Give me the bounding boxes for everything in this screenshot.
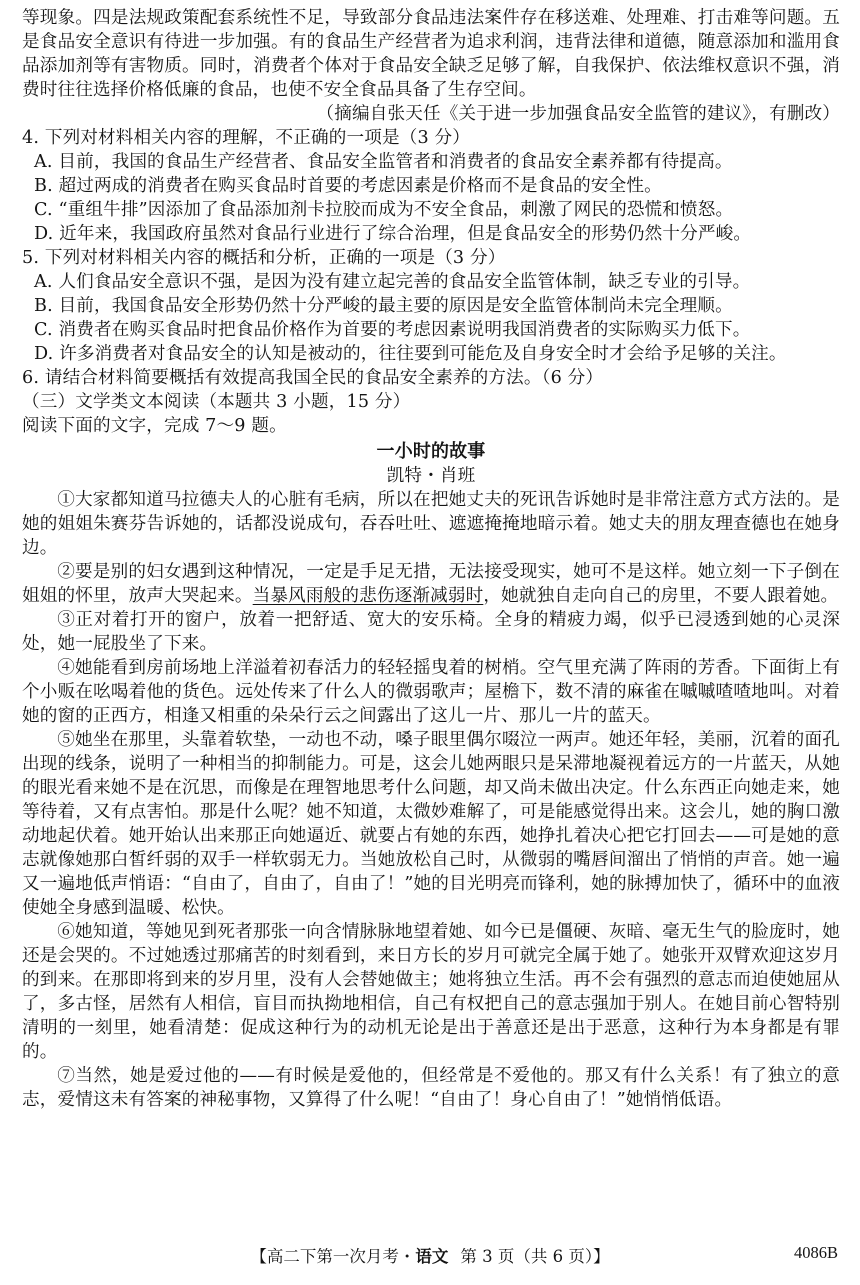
question-6-stem: 6. 请结合材料简要概括有效提高我国全民的食品安全素养的方法。（6 分） bbox=[22, 368, 604, 388]
story-paragraph-2-part-2: ，她就独自走向自己的房里，不要人跟着她。 bbox=[483, 586, 839, 606]
story-paragraph-4: ④她能看到房前场地上洋溢着初春活力的轻轻摇曳着的树梢。空气里充满了阵雨的芳香。下面街上有个小贩在吆喝着他的货色。远处传来了什么人的微弱歌声；屋檐下，数不清的麻雀在嘁嘁喳喳地叫。对着她的窗的正西方，相逢又相重的朵朵行云之间露出了这儿一片、那儿一片的蓝天。 bbox=[22, 658, 840, 726]
footer-prefix: 【高二下第一次月考・ bbox=[250, 1247, 416, 1266]
section-3-header: （三）文学类文本阅读（本题共 3 小题，15 分） bbox=[22, 392, 411, 412]
story-paragraph-2-part-1: ②要是别的妇女遇到这种情况，一定是手足无措，无法接受现实，她可不是这样。她立刻一下子倒在姐姐的怀里，放声大哭起来。 bbox=[22, 562, 840, 606]
footer-label bbox=[0, 1243, 860, 1267]
passage-source: （摘编自张天任《关于进一步加强食品安全监管的建议》，有删改） bbox=[316, 104, 840, 124]
story-paragraph-6: ⑥她知道，等她见到死者那张一向含情脉脉地望着她、如今已是僵硬、灰暗、毫无生气的脸庞时，她还是会哭的。不过她透过那痛苦的时刻看到，来日方长的岁月可就完全属于她了。她张开双臂欢迎这岁月的到来。在那即将到来的岁月里，没有人会替她做主；她将独立生活。再不会有强烈的意志而迫使她屈从了，多古怪，居然有人相信，盲目而执拗地相信，自己有权把自己的意志强加于别人。在她目前心智特别清明的一刻里，她看清楚：促成这种行为的动机无论是出于善意还是出于恶意，这种行为本身都是有罪的。 bbox=[22, 922, 840, 1062]
question-5-option-c: C. 消费者在购买食品时把食品价格作为首要的考虑因素说明我国消费者的实际购买力低下。 bbox=[34, 320, 751, 340]
question-5-option-a: A. 人们食品安全意识不强，是因为没有建立起完善的食品安全监管体制，缺乏专业的引导。 bbox=[34, 272, 751, 292]
story-paragraph-2 bbox=[22, 560, 840, 608]
question-5-stem: 5. 下列对材料相关内容的概括和分析，正确的一项是（3 分） bbox=[22, 248, 506, 268]
footer-subject: 语文 bbox=[415, 1247, 449, 1266]
story-author: 凯特・肖班 bbox=[386, 466, 476, 486]
question-4-option-c: C. “重组牛排”因添加了食品添加剂卡拉胶而成为不安全食品，刺激了网民的恐慌和愤怒。 bbox=[34, 200, 734, 220]
passage-end-paragraph: 等现象。四是法规政策配套系统性不足，导致部分食品违法案件存在移送难、处理难、打击难等问题。五是食品安全意识有待进一步加强。有的食品生产经营者为追求利润，违背法律和道德，随意添加和滥用食品添加剂等有害物质。同时，消费者个体对于食品安全缺乏足够了解，自我保护、依法维权意识不强，消费时往往选择价格低廉的食品，也使不安全食品具备了生存空间。 bbox=[22, 8, 840, 100]
question-4-option-d: D. 近年来，我国政府虽然对食品行业进行了综合治理，但是食品安全的形势仍然十分严峻。 bbox=[34, 224, 752, 244]
page-body bbox=[22, 6, 840, 1112]
question-4-option-a: A. 目前，我国的食品生产经营者、食品安全监管者和消费者的食品安全素养都有待提高。 bbox=[34, 152, 733, 172]
footer-page-number: 第 3 页（共 6 页）】 bbox=[460, 1247, 610, 1266]
underlined-sentence: 当暴风雨般的悲伤逐渐减弱时 bbox=[252, 586, 484, 606]
question-5-option-b: B. 目前，我国食品安全形势仍然十分严峻的最主要的原因是安全监管体制尚未完全理顺。 bbox=[34, 296, 733, 316]
story-paragraph-3: ③正对着打开的窗户，放着一把舒适、宽大的安乐椅。全身的精疲力竭，似乎已浸透到她的心灵深处，她一屁股坐了下来。 bbox=[22, 610, 840, 654]
page-footer bbox=[0, 1243, 860, 1273]
question-4-option-b: B. 超过两成的消费者在购买食品时首要的考虑因素是价格而不是食品的安全性。 bbox=[34, 176, 662, 196]
section-3-instruction: 阅读下面的文字，完成 7～9 题。 bbox=[22, 416, 287, 436]
story-paragraph-1: ①大家都知道马拉德夫人的心脏有毛病，所以在把她丈夫的死讯告诉她时是非常注意方式方法的。是她的姐姐朱赛芬告诉她的，话都没说成句，吞吞吐吐、遮遮掩掩地暗示着。她丈夫的朋友理查德也在她身边。 bbox=[22, 490, 840, 558]
story-title: 一小时的故事 bbox=[376, 441, 486, 462]
story-paragraph-7: ⑦当然，她是爱过他的——有时候是爱他的，但经常是不爱他的。那又有什么关系！有了独立的意志，爱情这未有答案的神秘事物，又算得了什么呢！“自由了！身心自由了！”她悄悄低语。 bbox=[22, 1066, 840, 1110]
question-4-stem: 4. 下列对材料相关内容的理解，不正确的一项是（3 分） bbox=[22, 128, 471, 148]
question-5-option-d: D. 许多消费者对食品安全的认知是被动的，往往要到可能危及自身安全时才会给予足够的关注。 bbox=[34, 344, 787, 364]
footer-code: 4086B bbox=[793, 1243, 838, 1262]
story-paragraph-5: ⑤她坐在那里，头靠着软垫，一动也不动，嗓子眼里偶尔啜泣一两声。她还年轻，美丽，沉着的面孔出现的线条，说明了一种相当的抑制能力。可是，这会儿她两眼只是呆滞地凝视着远方的一片蓝天，从她的眼光看来她不是在沉思，而像是在理智地思考什么问题，却又尚未做出决定。什么东西正向她走来，她等待着，又有点害怕。那是什么呢？她不知道，太微妙难解了，可是能感觉得出来。这会儿，她的胸口激动地起伏着。她开始认出来那正向她逼近、就要占有她的东西，她挣扎着决心把它打回去——可是她的意志就像她那白皙纤弱的双手一样软弱无力。当她放松自己时，从微弱的嘴唇间溜出了悄悄的声音。她一遍又一遍地低声悄语：“自由了，自由了，自由了！”她的目光明亮而锋利，她的脉搏加快了，循环中的血液使她全身感到温暖、松快。 bbox=[22, 730, 840, 918]
